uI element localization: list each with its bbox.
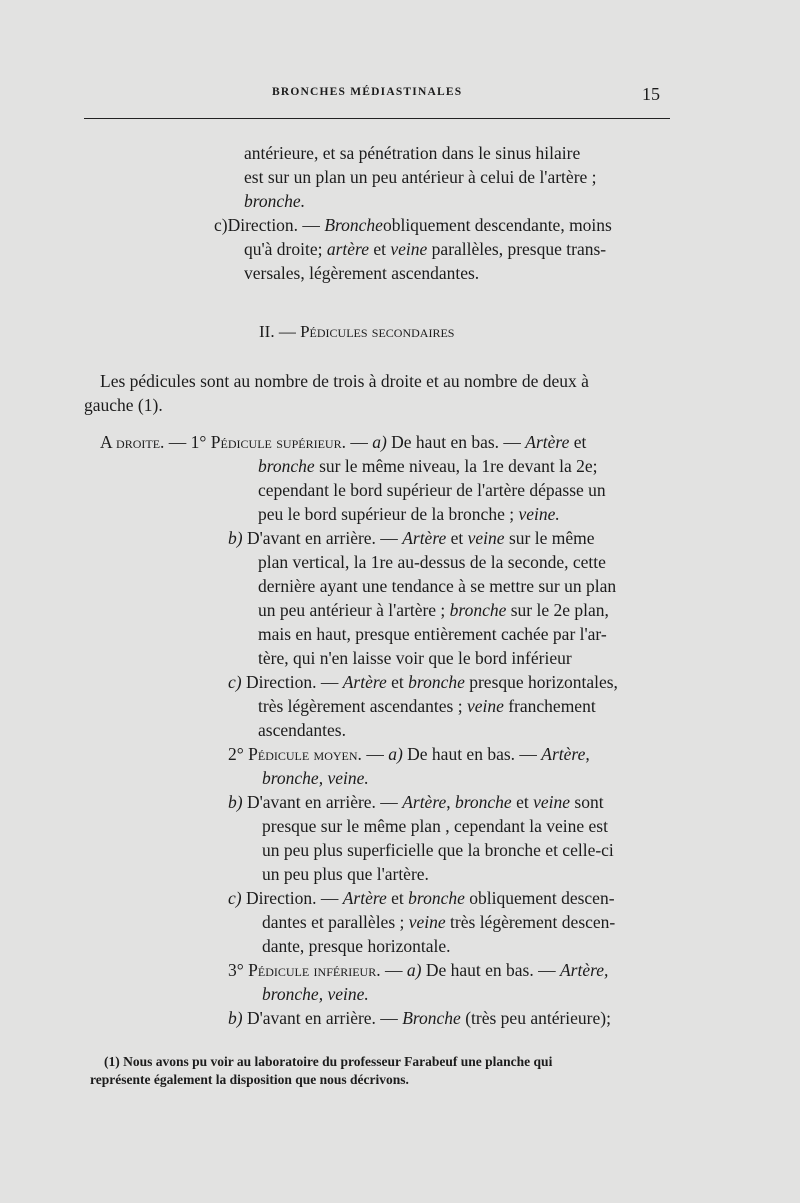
text-line: bronche, veine. [262, 768, 369, 788]
text-line: plan vertical, la 1re au-dessus de la seconde, cette [258, 552, 606, 572]
text-line: 3° Pédicule inférieur. — a) De haut en bas. — Artère, [228, 960, 609, 980]
text-line: 2° Pédicule moyen. — a) De haut en bas. — Artère, [228, 744, 590, 764]
text-line: bronche, veine. [262, 984, 369, 1004]
text-line: bronche. [244, 191, 306, 211]
text-line: très légèrement ascendantes ; veine franchement [258, 696, 596, 716]
text-line: versales, légèrement ascendantes. [244, 263, 480, 283]
text-line: qu'à droite; artère et veine parallèles, presque trans- [244, 239, 607, 259]
header-rule [84, 118, 670, 119]
text-line: antérieure, et sa pénétration dans le sinus hilaire [244, 143, 581, 163]
text-line: c) Direction. — Artère et bronche obliquement descen- [228, 888, 615, 908]
text-line: b) D'avant en arrière. — Artère, bronche et veine sont [228, 792, 604, 812]
text-line: un peu plus que l'artère. [262, 864, 429, 884]
running-title: BRONCHES MÉDIASTINALES [272, 86, 463, 98]
text-line: presque sur le même plan , cependant la veine est [262, 816, 608, 836]
text-line: c)Direction. — Broncheobliquement descendante, moins [214, 215, 612, 235]
text-line: b) D'avant en arrière. — Artère et veine sur le même [228, 528, 595, 548]
footnote-line: représente également la disposition que nous décrivons. [90, 1072, 409, 1087]
text-line: dernière ayant une tendance à se mettre sur un plan [258, 576, 617, 596]
text-line: Les pédicules sont au nombre de trois à droite et au nombre de deux à [100, 371, 589, 391]
text-line: est sur un plan un peu antérieur à celui de l'artère ; [244, 167, 597, 187]
text-line: dantes et parallèles ; veine très légèrement descen- [262, 912, 616, 932]
text-line: ascendantes. [258, 720, 346, 740]
text-line: peu le bord supérieur de la bronche ; veine. [258, 504, 560, 524]
text-line: un peu antérieur à l'artère ; bronche sur le 2e plan, [258, 600, 609, 620]
text-line: gauche (1). [84, 395, 163, 415]
text-line: bronche sur le même niveau, la 1re devant la 2e; [258, 456, 598, 476]
page-number: 15 [642, 84, 660, 104]
text-line: b) D'avant en arrière. — Bronche (très peu antérieure); [228, 1008, 611, 1028]
text-line: mais en haut, presque entièrement cachée par l'ar- [258, 624, 607, 644]
text-line: un peu plus superficielle que la bronche et celle-ci [262, 840, 614, 860]
text-line: dante, presque horizontale. [262, 936, 451, 956]
text-line: A droite. — 1° Pédicule supérieur. — a) De haut en bas. — Artère et [100, 432, 587, 452]
section-heading: II. — Pédicules secondaires [259, 322, 455, 341]
text-line: tère, qui n'en laisse voir que le bord inférieur [258, 648, 572, 668]
text-line: cependant le bord supérieur de l'artère dépasse un [258, 480, 606, 500]
footnote-line: (1) Nous avons pu voir au laboratoire du professeur Farabeuf une planche qui [104, 1054, 553, 1069]
text-line: c) Direction. — Artère et bronche presque horizontales, [228, 672, 618, 692]
